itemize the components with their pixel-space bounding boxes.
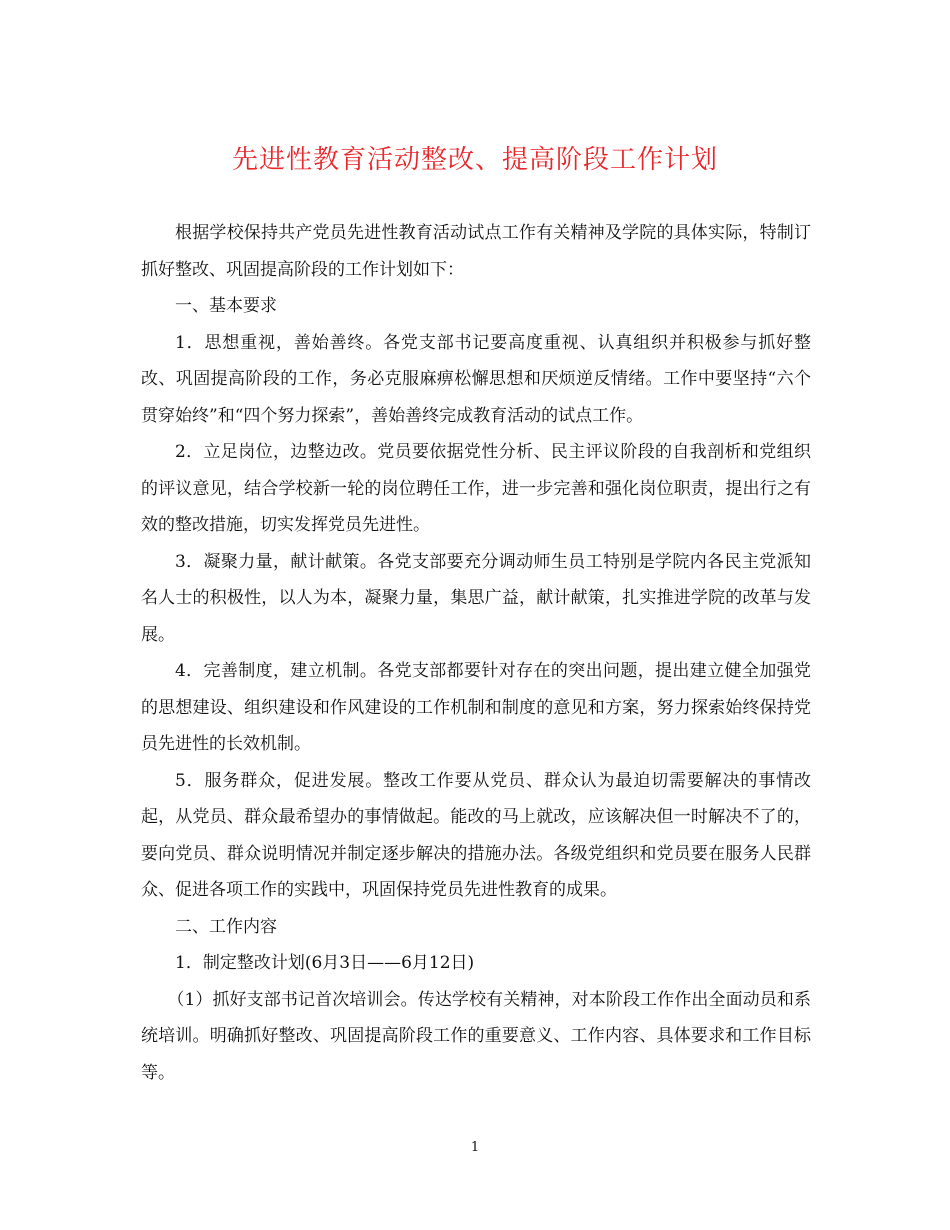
document-body [141,215,811,1091]
page-number: 1 [470,1140,480,1155]
section-heading-basic-requirements: 一、基本要求 [175,296,277,316]
requirement-item-3: 3．凝聚力量，献计献策。各党支部要充分调动师生员工特别是学院内各民主党派知名人士的积极性，以人为本，凝聚力量，集思广益，献计献策，扎实推进学院的改革与发展。 [141,551,811,645]
work-content-item-1: 1．制定整改计划(6月3日——6月12日) [175,953,475,973]
requirement-item-4: 4．完善制度，建立机制。各党支部都要针对存在的突出问题，提出建立健全加强党的思想建设、组织建设和作风建设的工作机制和制度的意见和方案，努力探索始终保持党员先进性的长效机制。 [141,661,811,754]
intro-paragraph: 根据学校保持共产党员先进性教育活动试点工作有关精神及学院的具体实际，特制订抓好整改、巩固提高阶段的工作计划如下： [141,223,811,280]
work-content-subitem-1: （1）抓好支部书记首次培训会。传达学校有关精神，对本阶段工作作出全面动员和系统培训。明确抓好整改、巩固提高阶段工作的重要意义、工作内容、具体要求和工作目标等。 [141,989,811,1083]
requirement-item-5: 5．服务群众，促进发展。整改工作要从党员、群众认为最迫切需要解决的事情改起，从党员、群众最希望办的事情做起。能改的马上就改，应该解决但一时解决不了的，要向党员、群众说明情况并制定逐步解决的措施办法。各级党组织和党员要在服务人民群众、促进各项工作的实践中，巩固保持党员先进性教育的成果。 [141,770,811,900]
requirement-item-1: 1．思想重视，善始善终。各党支部书记要高度重视、认真组织并积极参与抓好整改、巩固提高阶段的工作，务必克服麻痹松懈思想和厌烦逆反情绪。工作中要坚持“六个贯穿始终”和“四个努力探索”，善始善终完成教育活动的试点工作。 [141,332,811,426]
document-title: 先进性教育活动整改、提高阶段工作计划 [231,145,718,175]
requirement-item-2: 2．立足岗位，边整边改。党员要依据党性分析、民主评议阶段的自我剖析和党组织的评议意见，结合学校新一轮的岗位聘任工作，进一步完善和强化岗位职责，提出行之有效的整改措施，切实发挥党员先进性。 [141,442,811,535]
section-heading-work-content: 二、工作内容 [175,916,277,937]
